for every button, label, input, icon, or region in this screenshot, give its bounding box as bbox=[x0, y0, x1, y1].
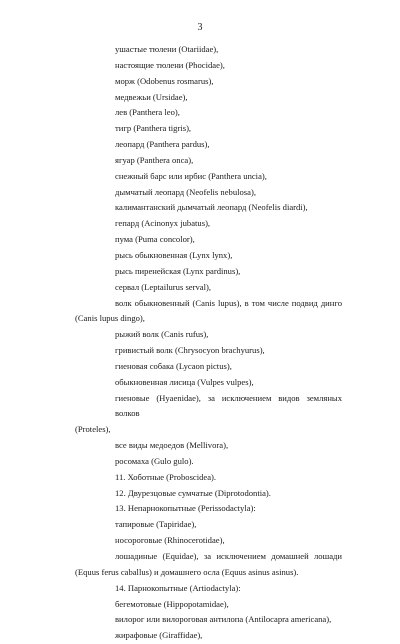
text-line: 11. Хоботные (Proboscidea). bbox=[115, 471, 217, 482]
text-line: жирафовые (Giraffidae), bbox=[115, 630, 203, 641]
text-line: ушастые тюлени (Otariidae), bbox=[115, 44, 219, 54]
text-line: гиеновые (Hyaenidae), за исключением видов земляных волков bbox=[115, 392, 342, 419]
text-line: настоящие тюлени (Phocidae), bbox=[115, 59, 225, 70]
text-line: дымчатый леопард (Neofelis nebulosa), bbox=[115, 186, 256, 197]
text-line: волк обыкновенный (Canis lupus), в том числе подвид динго bbox=[115, 297, 342, 308]
text-line: носороговые (Rhinocerotidae), bbox=[115, 535, 225, 546]
text-line: (Proteles), bbox=[75, 424, 111, 435]
text-line: обыкновенная лисица (Vulpes vulpes), bbox=[115, 376, 254, 387]
text-line: 14. Парнокопытные (Artiodactyla): bbox=[115, 582, 241, 593]
text-line: 12. Двурезцовые сумчатые (Diprotodontia). bbox=[115, 487, 271, 498]
text-line: морж (Odobenus rosmarus), bbox=[115, 75, 214, 86]
text-line: 13. Непарнокопытные (Perissodactyla): bbox=[115, 503, 256, 514]
text-line: медвежьи (Ursidae), bbox=[115, 91, 188, 102]
text-line: вилорог или вилороговая антилопа (Antilocapra americana), bbox=[115, 614, 332, 625]
text-line: лошадиные (Equidae), за исключением домашней лошади bbox=[115, 551, 342, 561]
text-line: гепард (Acinonyx jubatus), bbox=[115, 218, 211, 229]
text-line: ягуар (Panthera onca), bbox=[115, 154, 194, 165]
text-line: тигр (Panthera tigris), bbox=[115, 123, 192, 134]
text-line: гиеновая собака (Lycaon pictus), bbox=[115, 360, 232, 371]
text-line: рысь обыкновенная (Lynx lynx), bbox=[115, 249, 233, 260]
page-number: 3 bbox=[197, 22, 203, 33]
text-line: рысь пиренейская (Lynx pardinus), bbox=[115, 265, 241, 276]
text-line: все виды медоедов (Mellivora), bbox=[115, 440, 229, 451]
text-line: (Equus ferus caballus) и домашнего осла (Equus asinus asinus). bbox=[75, 566, 299, 577]
text-line: бегемотовые (Hippopotamidae), bbox=[115, 598, 229, 609]
text-line: (Canis lupus dingo), bbox=[75, 313, 145, 324]
text-line: пума (Puma concolor), bbox=[115, 234, 195, 245]
text-line: гривистый волк (Chrysocyon brachyurus), bbox=[115, 345, 265, 356]
text-line: рыжий волк (Canis rufus), bbox=[115, 329, 209, 340]
document-body bbox=[75, 42, 342, 644]
text-line: тапировые (Tapiridae), bbox=[115, 519, 197, 530]
text-line: росомаха (Gulo gulo). bbox=[115, 455, 194, 466]
text-line: лев (Panthera leo), bbox=[115, 107, 180, 118]
text-line: снежный барс или ирбис (Panthera uncia), bbox=[115, 170, 267, 181]
text-line: сервал (Leptailurus serval), bbox=[115, 281, 211, 292]
text-line: леопард (Panthera pardus), bbox=[115, 139, 210, 150]
text-line: калимантанский дымчатый леопард (Neofelis diardi), bbox=[115, 202, 308, 213]
